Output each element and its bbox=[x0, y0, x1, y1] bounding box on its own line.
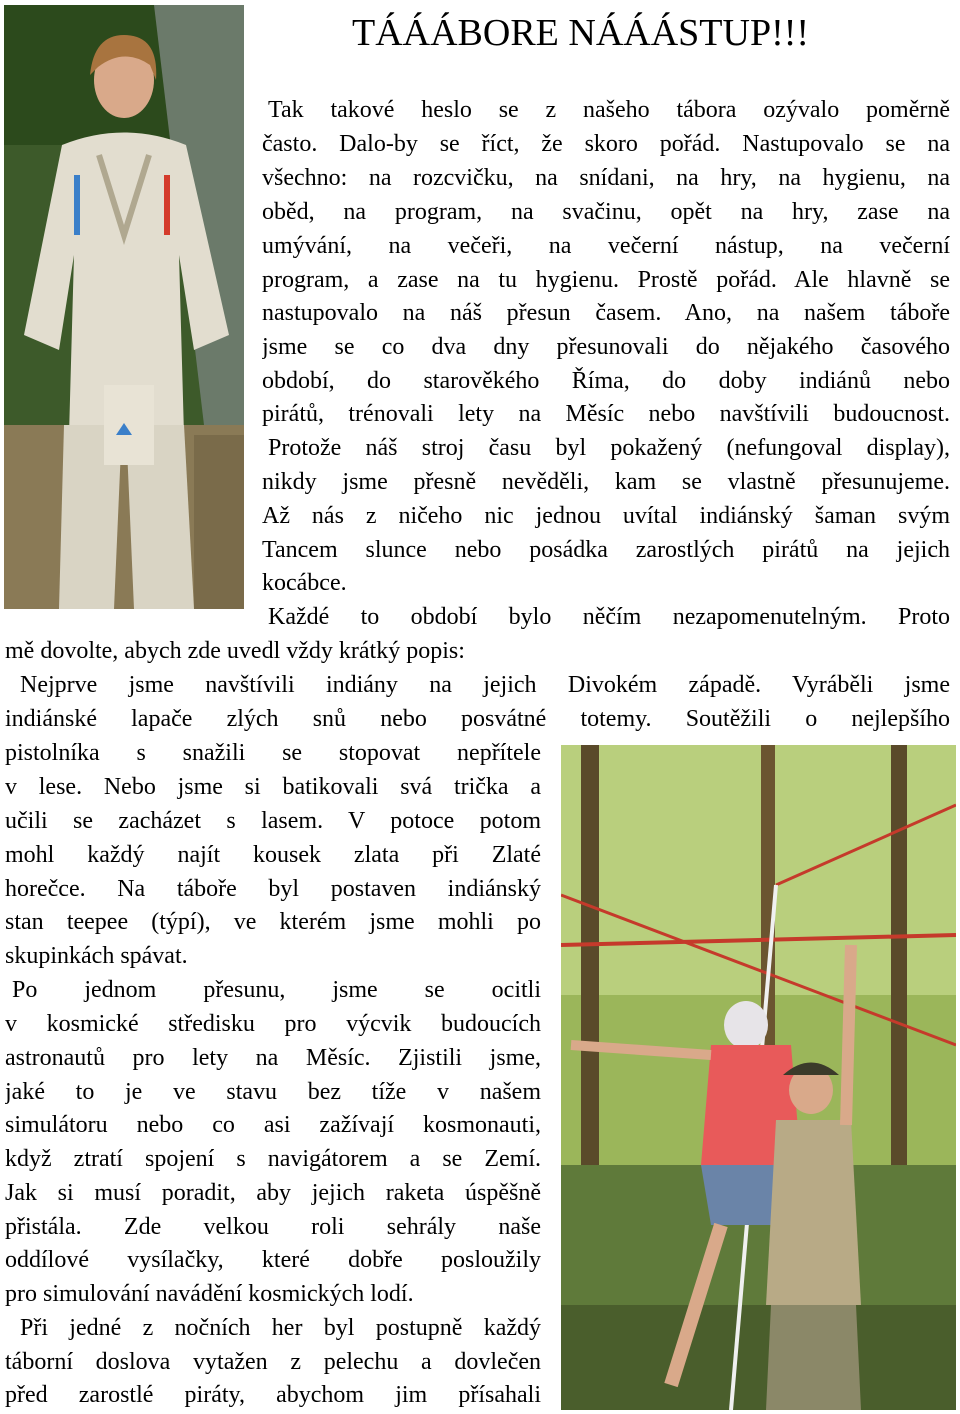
paragraph-line: v lese. Nebo jsme si batikovali svá trička a bbox=[5, 774, 541, 800]
paragraph-line: mě dovolte, abych zde uvedl vždy krátký popis: bbox=[5, 638, 465, 664]
paragraph-line: všechno: na rozcvičku, na snídani, na hry, na hygienu, na bbox=[262, 165, 950, 191]
paragraph-line: Protože náš stroj času byl pokažený (nefungoval display), bbox=[268, 435, 950, 461]
paragraph-line: Tak takové heslo se z našeho tábora ozývalo poměrně bbox=[268, 97, 950, 123]
photo-rope-climbing bbox=[561, 745, 956, 1410]
paragraph-line: když ztratí spojení s navigátorem a se Zemí. bbox=[5, 1146, 541, 1172]
paragraph-line: často. Dalo-by se říct, že skoro pořád. Nastupovalo se na bbox=[262, 131, 950, 157]
photo-boy-in-costume bbox=[4, 5, 244, 609]
paragraph-line: před zarostlé piráty, abychom jim přísahali bbox=[5, 1382, 541, 1408]
paragraph-line: období, do starověkého Říma, do doby indiánů nebo bbox=[262, 368, 950, 394]
paragraph-line: Nejprve jsme navštívili indiány na jejich Divokém západě. Vyráběli jsme bbox=[20, 672, 950, 698]
paragraph-line: jaké to je ve stavu bez tíže v našem bbox=[5, 1079, 541, 1105]
paragraph-line: umývání, na večeři, na večerní nástup, na večerní bbox=[262, 233, 950, 259]
paragraph-line: nikdy jsme přesně nevěděli, kam se vlastně přesunujeme. bbox=[262, 469, 950, 495]
paragraph-line: pirátů, trénovali lety na Měsíc nebo navštívili budoucnost. bbox=[262, 401, 950, 427]
paragraph-line: nastupovalo na náš přesun časem. Ano, na našem táboře bbox=[262, 300, 950, 326]
paragraph-line: stan teepee (týpí), ve kterém jsme mohli po bbox=[5, 909, 541, 935]
paragraph-line: Každé to období bylo něčím nezapomenutelným. Proto bbox=[268, 604, 950, 630]
paragraph-line: mohl každý najít kousek zlata při Zlaté bbox=[5, 842, 541, 868]
paragraph-line: táborní doslova vytažen z pelechu a dovlečen bbox=[5, 1349, 541, 1375]
paragraph-line: Po jednom přesunu, jsme se ocitli bbox=[12, 977, 541, 1003]
paragraph-line: Jak si musí poradit, aby jejich raketa úspěšně bbox=[5, 1180, 541, 1206]
paragraph-line: kocábce. bbox=[262, 570, 347, 596]
paragraph-line: oddílové vysílačky, které dobře posloužily bbox=[5, 1247, 541, 1273]
paragraph-line: jsme se co dva dny přesunovali do nějakého časového bbox=[262, 334, 950, 360]
paragraph-line: simulátoru nebo co asi zažívají kosmonauti, bbox=[5, 1112, 541, 1138]
paragraph-line: program, a zase na tu hygienu. Prostě pořád. Ale hlavně se bbox=[262, 267, 950, 293]
page-title: TÁÁÁBORE NÁÁÁSTUP!!! bbox=[352, 12, 810, 54]
paragraph-line: horečce. Na táboře byl postaven indiánský bbox=[5, 876, 541, 902]
paragraph-line: skupinkách spávat. bbox=[5, 943, 188, 969]
paragraph-line: pro simulování navádění kosmických lodí. bbox=[5, 1281, 414, 1307]
paragraph-line: astronautů pro lety na Měsíc. Zjistili jsme, bbox=[5, 1045, 541, 1071]
paragraph-line: indiánské lapače zlých snů nebo posvátné totemy. Soutěžili o nejlepšího bbox=[5, 706, 950, 732]
paragraph-line: přistála. Zde velkou roli sehrály naše bbox=[5, 1214, 541, 1240]
paragraph-line: v kosmické středisku pro výcvik budoucích bbox=[5, 1011, 541, 1037]
paragraph-line: Až nás z ničeho nic jednou uvítal indiánský šaman svým bbox=[262, 503, 950, 529]
paragraph-line: Tancem slunce nebo posádka zarostlých pirátů na jejich bbox=[262, 537, 950, 563]
paragraph-line: pistolníka s snažili se stopovat nepřítele bbox=[5, 740, 541, 766]
paragraph-line: Při jedné z nočních her byl postupně každý bbox=[20, 1315, 541, 1341]
paragraph-line: oběd, na program, na svačinu, opět na hry, zase na bbox=[262, 199, 950, 225]
paragraph-line: učili se zacházet s lasem. V potoce potom bbox=[5, 808, 541, 834]
